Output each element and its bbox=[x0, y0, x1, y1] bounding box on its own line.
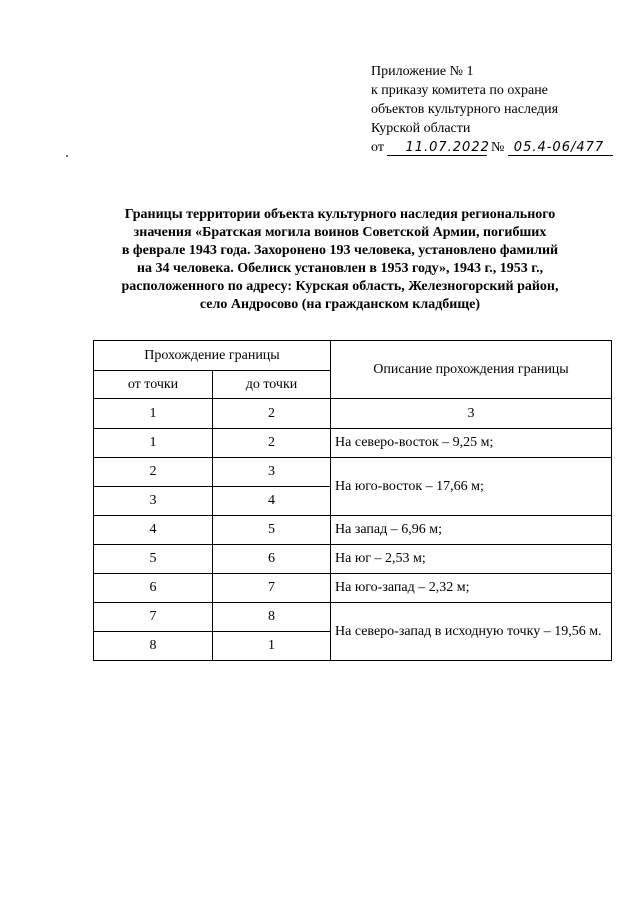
header-to-point: до точки bbox=[213, 371, 331, 399]
appendix-line-4: Курской области bbox=[371, 121, 471, 136]
column-number-row bbox=[94, 399, 612, 429]
from-point: 4 bbox=[94, 516, 213, 545]
table-row bbox=[94, 574, 612, 603]
table-row bbox=[94, 458, 612, 487]
title-line: расположенного по адресу: Курская область, Железногорский район, bbox=[121, 279, 559, 294]
header-boundary-passage: Прохождение границы bbox=[94, 341, 331, 371]
description-cell: На северо-восток – 9,25 м; bbox=[331, 429, 612, 458]
table-row bbox=[94, 603, 612, 632]
from-point: 6 bbox=[94, 574, 213, 603]
description-cell: На запад – 6,96 м; bbox=[331, 516, 612, 545]
appendix-block bbox=[371, 62, 631, 157]
column-number: 1 bbox=[94, 399, 213, 429]
appendix-line-3: объектов культурного наследия bbox=[371, 102, 559, 117]
title-line: на 34 человека. Обелиск установлен в 1953 году», 1943 г., 1953 г., bbox=[136, 261, 544, 276]
from-point: 5 bbox=[94, 545, 213, 574]
appendix-line-1: Приложение № 1 bbox=[371, 64, 474, 79]
header-description: Описание прохождения границы bbox=[331, 341, 612, 399]
header-from-point: от точки bbox=[94, 371, 213, 399]
from-point: 8 bbox=[94, 632, 213, 661]
column-number: 3 bbox=[331, 399, 612, 429]
order-date: 11.07.2022 bbox=[387, 140, 487, 156]
to-point: 4 bbox=[213, 487, 331, 516]
title-line: значения «Братская могила воинов Советской Армии, погибших bbox=[133, 225, 547, 240]
from-point: 3 bbox=[94, 487, 213, 516]
date-prefix: от bbox=[371, 140, 384, 155]
number-prefix: № bbox=[490, 140, 505, 155]
to-point: 7 bbox=[213, 574, 331, 603]
column-number: 2 bbox=[213, 399, 331, 429]
to-point: 5 bbox=[213, 516, 331, 545]
to-point: 8 bbox=[213, 603, 331, 632]
from-point: 1 bbox=[94, 429, 213, 458]
to-point: 6 bbox=[213, 545, 331, 574]
description-cell: На северо-запад в исходную точку – 19,56 м. bbox=[331, 603, 612, 661]
table-header-row bbox=[94, 341, 612, 371]
to-point: 2 bbox=[213, 429, 331, 458]
document-title bbox=[90, 206, 590, 314]
title-line: Границы территории объекта культурного наследия регионального bbox=[124, 207, 556, 222]
to-point: 3 bbox=[213, 458, 331, 487]
table-row bbox=[94, 545, 612, 574]
description-cell: На юго-восток – 17,66 м; bbox=[331, 458, 612, 516]
table-row bbox=[94, 429, 612, 458]
from-point: 2 bbox=[94, 458, 213, 487]
description-cell: На юго-запад – 2,32 м; bbox=[331, 574, 612, 603]
boundary-table bbox=[93, 340, 612, 661]
table-row bbox=[94, 516, 612, 545]
from-point: 7 bbox=[94, 603, 213, 632]
title-line: в феврале 1943 года. Захоронено 193 человека, установлено фамилий bbox=[121, 243, 559, 258]
appendix-line-2: к приказу комитета по охране bbox=[371, 83, 548, 98]
title-line: село Андросово (на гражданском кладбище) bbox=[199, 297, 481, 312]
scan-speck bbox=[66, 155, 68, 157]
description-cell: На юг – 2,53 м; bbox=[331, 545, 612, 574]
order-number: 05.4-06/477 bbox=[508, 140, 613, 156]
to-point: 1 bbox=[213, 632, 331, 661]
appendix-date-line bbox=[371, 138, 631, 157]
